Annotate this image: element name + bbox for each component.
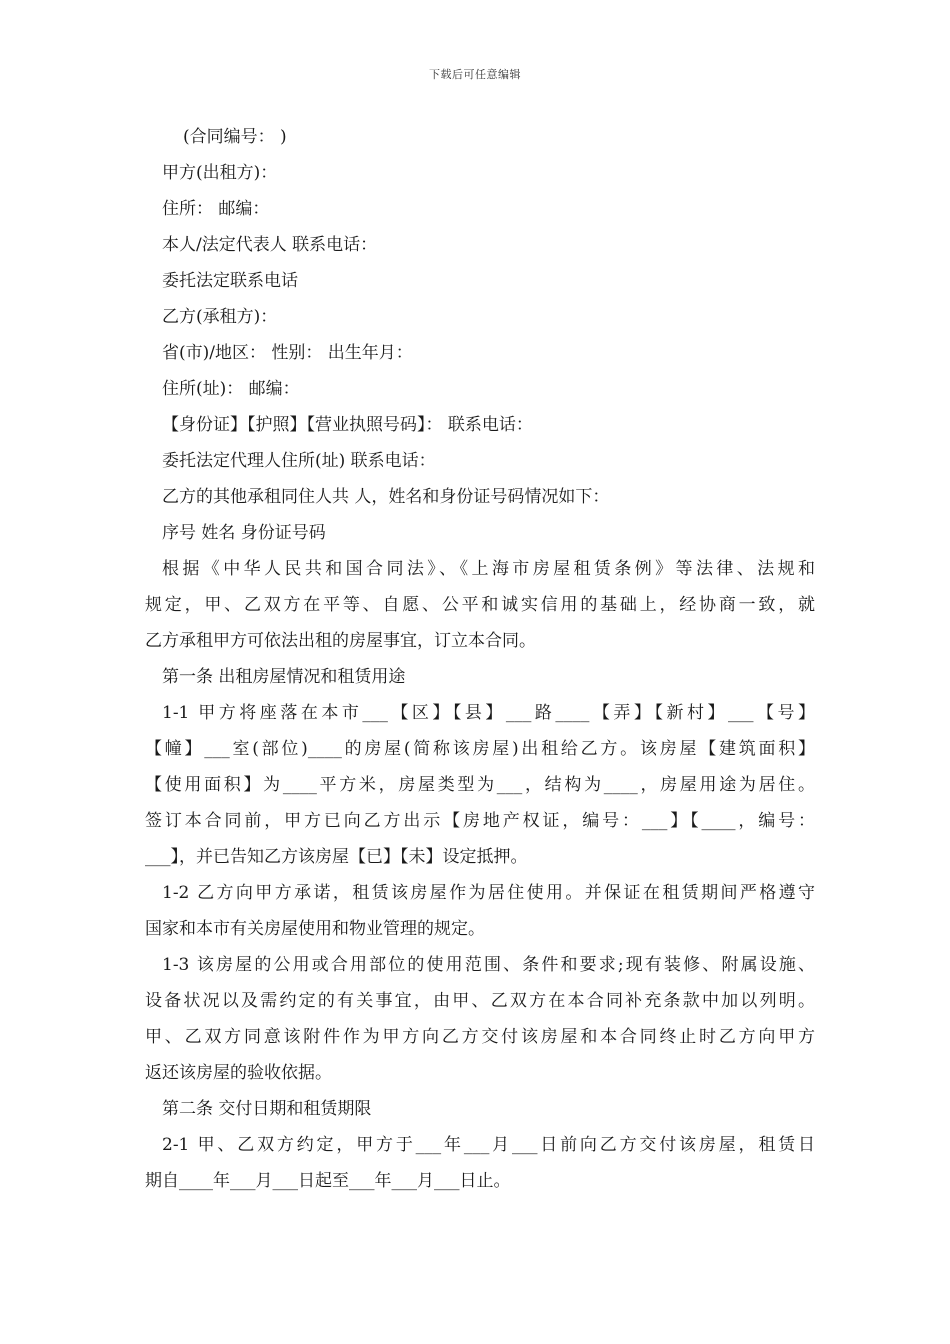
party-a-representative-line: 本人/法定代表人 联系电话： [162, 235, 378, 255]
party-b-address-line: 住所(址)： 邮编： [162, 379, 300, 399]
clause-1-1-line: 1-1 甲方将座落在本市___【区】【县】___路____【弄】【新村】___【号】 [162, 703, 815, 723]
contract-number-line: (合同编号： ) [183, 127, 287, 147]
clause-1-3-line: 返还该房屋的验收依据。 [145, 1063, 332, 1083]
clause-1-1-line: 【幢】___室(部位)____的房屋(简称该房屋)出租给乙方。该房屋【建筑面积】 [145, 739, 815, 759]
clause-1-1-line: 【使用面积】为____平方米，房屋类型为___，结构为____，房屋用途为居住。 [145, 775, 815, 795]
preamble-paragraph-line: 乙方承租甲方可依法出租的房屋事宜，订立本合同。 [145, 631, 536, 651]
contract-body [145, 119, 815, 1199]
party-b-id-line: 【身份证】【护照】【营业执照号码】： 联系电话： [162, 415, 533, 435]
clause-1-3-line: 甲、乙双方同意该附件作为甲方向乙方交付该房屋和本合同终止时乙方向甲方 [145, 1027, 815, 1047]
party-b-region-line: 省(市)/地区： 性别： 出生年月： [162, 343, 413, 363]
co-tenants-line: 乙方的其他承租同住人共 人，姓名和身份证号码情况如下： [162, 487, 610, 507]
party-b-line: 乙方(承租方)： [162, 307, 278, 327]
clause-1-1-line: 签订本合同前，甲方已向乙方出示【房地产权证，编号：___】【____，编号： [145, 811, 815, 831]
co-tenants-table-header: 序号 姓名 身份证号码 [162, 523, 326, 543]
article-2-heading: 第二条 交付日期和租赁期限 [162, 1099, 372, 1119]
clause-2-1-line: 期自____年___月___日起至___年___月___日止。 [145, 1171, 511, 1191]
clause-1-1-line: ___】，并已告知乙方该房屋【已】【未】设定抵押。 [145, 847, 528, 867]
party-a-agent-line: 委托法定联系电话 [162, 271, 298, 291]
party-a-line: 甲方(出租方)： [162, 163, 278, 183]
clause-1-3-line: 1-3 该房屋的公用或合用部位的使用范围、条件和要求;现有装修、附属设施、 [162, 955, 815, 975]
clause-2-1-line: 2-1 甲、乙双方约定，甲方于___年___月___日前向乙方交付该房屋，租赁日 [162, 1135, 815, 1155]
article-1-heading: 第一条 出租房屋情况和租赁用途 [162, 667, 406, 687]
party-b-agent-line: 委托法定代理人住所(址) 联系电话： [162, 451, 436, 471]
clause-1-2-line: 国家和本市有关房屋使用和物业管理的规定。 [145, 919, 485, 939]
preamble-paragraph-line: 根据《中华人民共和国合同法》、《上海市房屋租赁条例》等法律、法规和 [162, 559, 815, 579]
clause-1-2-line: 1-2 乙方向甲方承诺，租赁该房屋作为居住使用。并保证在租赁期间严格遵守 [162, 883, 815, 903]
page-header-note: 下载后可任意编辑 [429, 68, 521, 81]
party-a-address-line: 住所： 邮编： [162, 199, 270, 219]
preamble-paragraph-line: 规定，甲、乙双方在平等、自愿、公平和诚实信用的基础上，经协商一致，就 [145, 595, 815, 615]
clause-1-3-line: 设备状况以及需约定的有关事宜，由甲、乙双方在本合同补充条款中加以列明。 [145, 991, 815, 1011]
